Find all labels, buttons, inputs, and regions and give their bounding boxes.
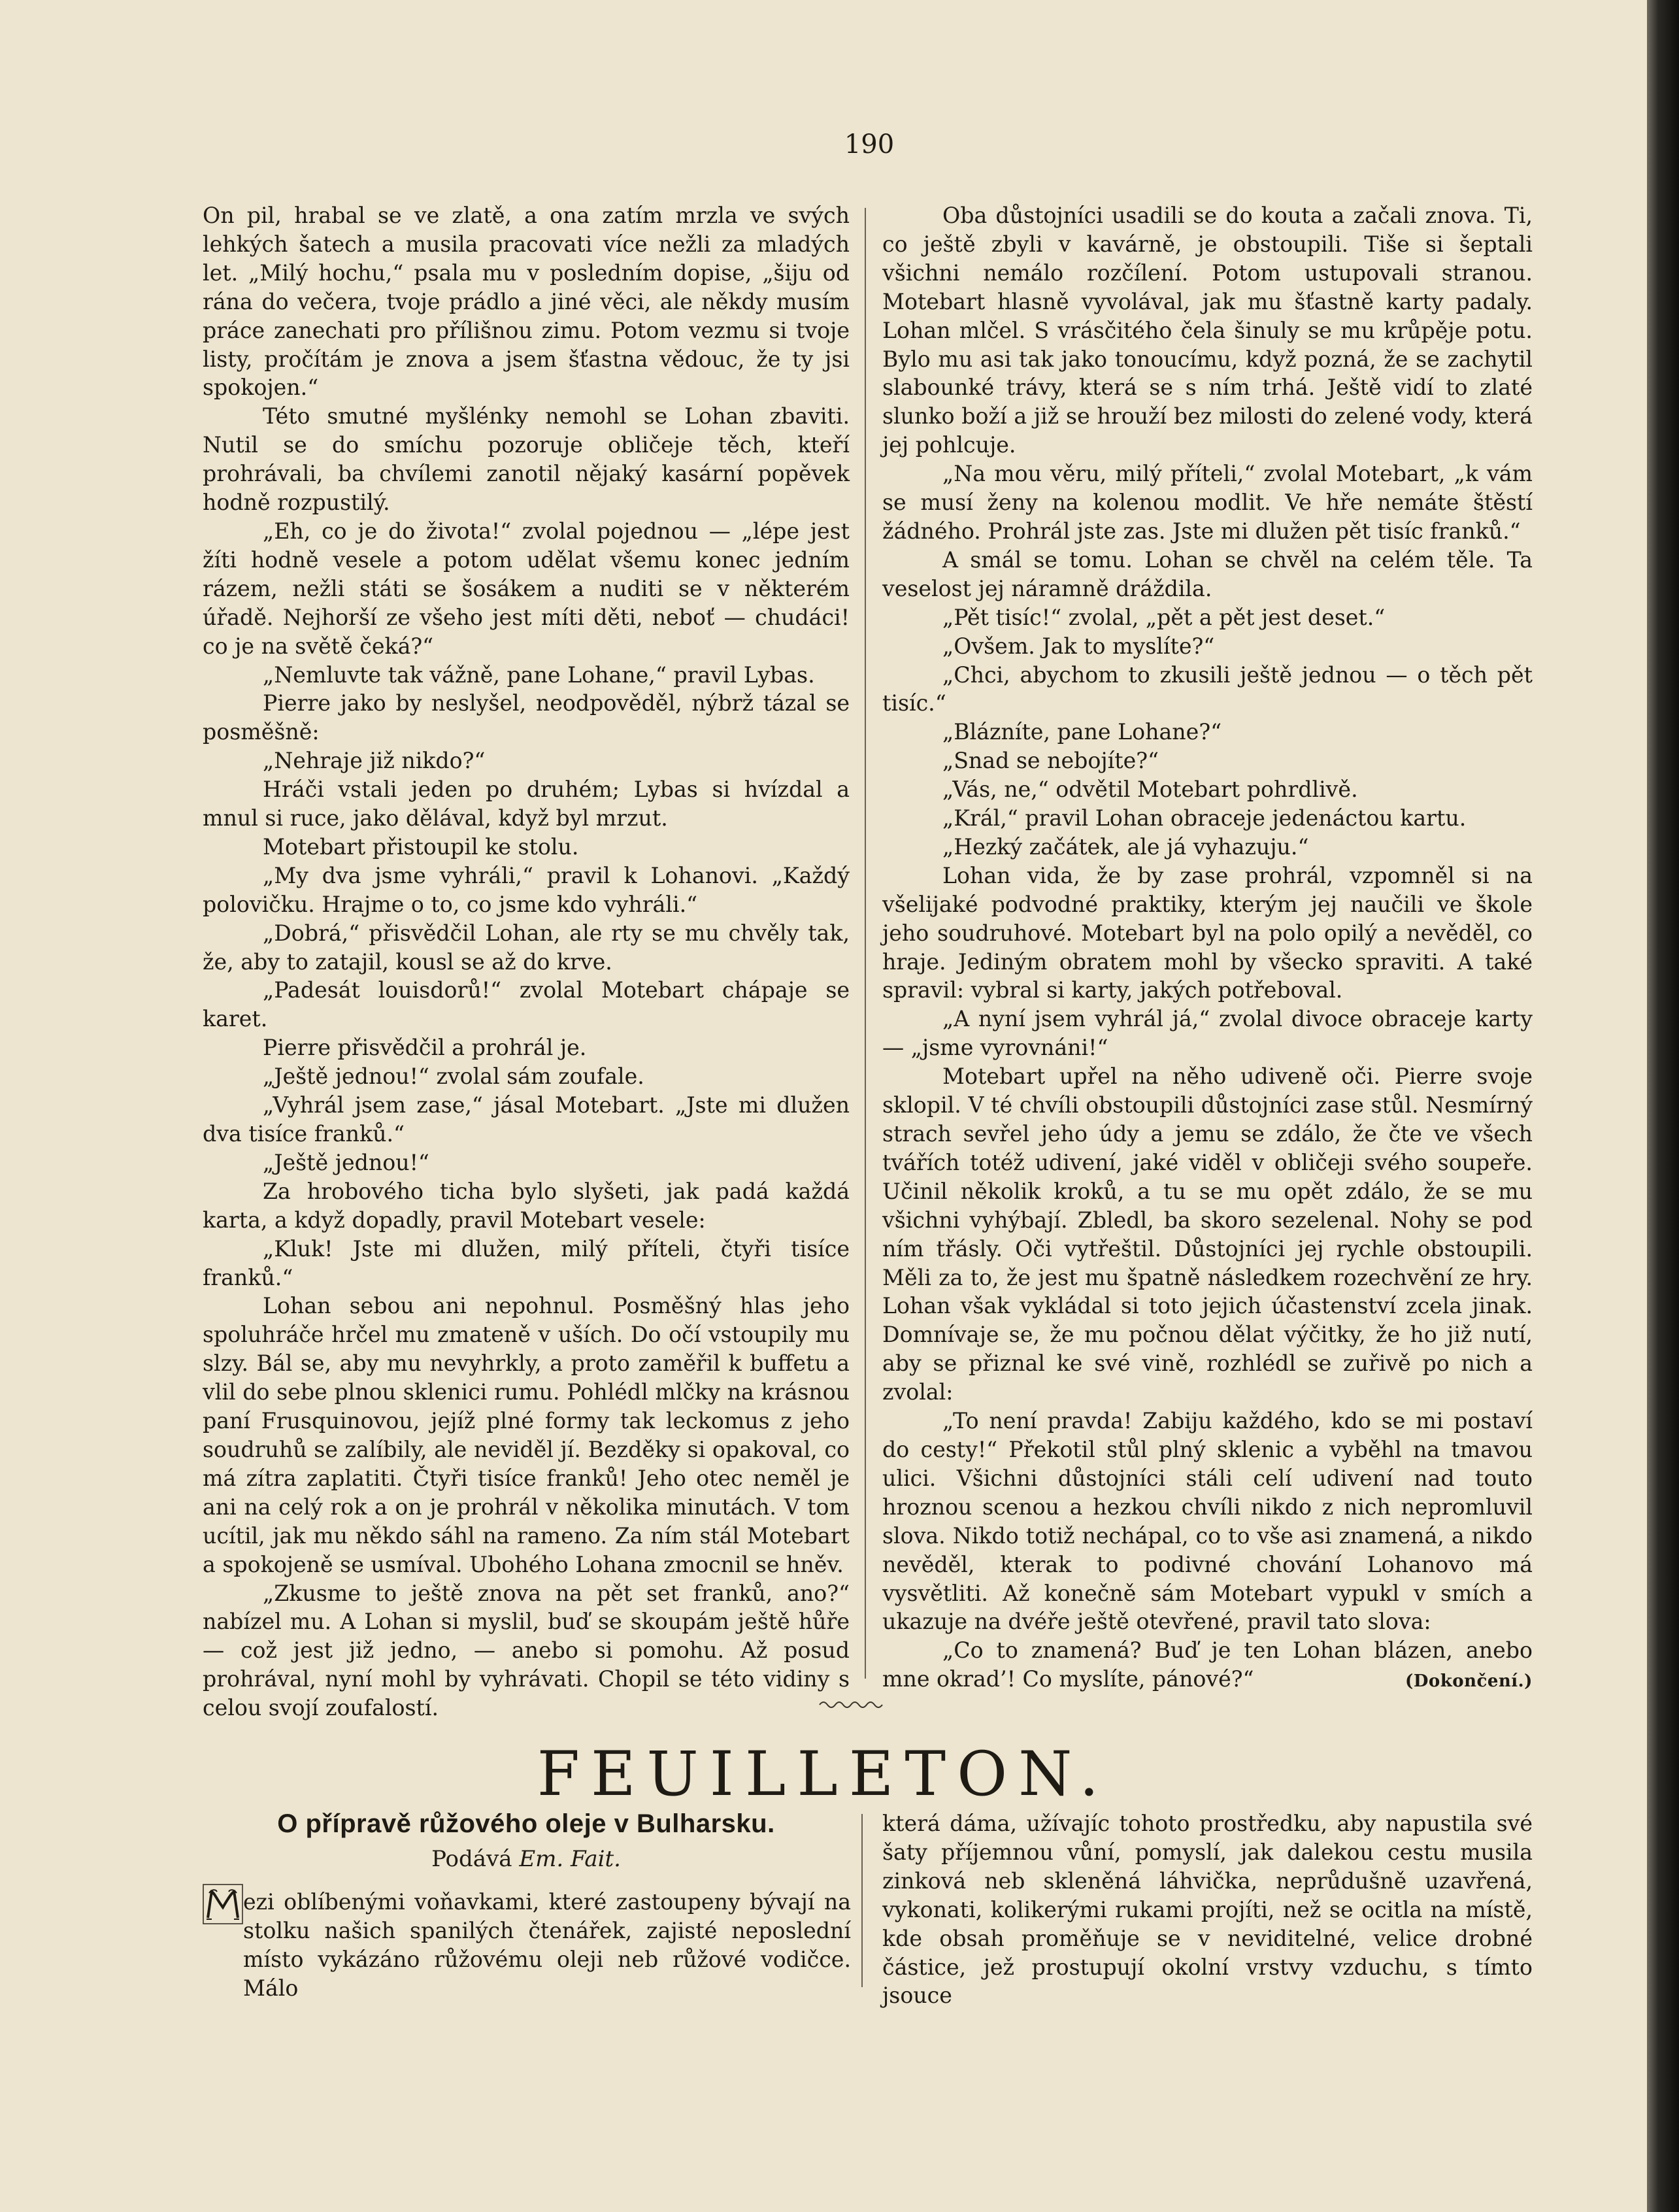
article-title: O přípravě růžového oleje v Bulharsku.	[277, 1809, 775, 1838]
feuilleton-right-column	[882, 1809, 1533, 2010]
paragraph: A smál se tomu. Lohan se chvěl na celém těle. Ta veselost jej náramně dráždila.	[882, 546, 1533, 601]
paragraph: „Pět tisíc!“ zvolal, „pět a pět jest deset.“	[942, 604, 1386, 630]
paragraph: Lohan vida, že by zase prohrál, vzpomněl si na všelijaké podvodné praktiky, kterým jej naučili ve škole jeho soudruhové. Motebart byl na polo opilý a nevěděl, co hraje. Jediným obratem mohl by všecko spraviti. A také spravil: vybral si karty, jakých potřeboval.	[882, 862, 1533, 1003]
paragraph: Pierre jako by neslyšel, neodpověděl, nýbrž tázal se posměšně:	[203, 690, 850, 745]
author-name: Em. Fait.	[519, 1846, 621, 1872]
paragraph: „Zkusme to ještě znova na pět set franků, ano?“ nabízel mu. A Lohan si myslil, buď se skoupám ještě hůře — což jest již jedno, — anebo si pomohu. Až posud prohrával, nyní mohl by vyhrávati. Chopil se této vidiny s celou svojí zoufalostí.	[203, 1580, 850, 1721]
column-rule-feuilleton	[861, 1814, 863, 1987]
final-line-text: „Co to znamená? Buď je ten Lohan blázen, anebo mne okrad’! Co myslíte, pánové?“	[882, 1637, 1533, 1692]
paragraph: „Chci, abychom to zkusili ještě jednou — o těch pět tisíc.“	[882, 662, 1533, 716]
story-left-column	[203, 201, 850, 1722]
feuilleton-left-column	[243, 1888, 851, 2003]
section-heading: FEUILLETON.	[537, 1739, 1110, 1810]
column-rule	[865, 208, 866, 1679]
paragraph: „Dobrá,“ přisvědčil Lohan, ale rty se mu chvěly tak, že, aby to zatajil, kousl se až do krve.	[203, 920, 850, 975]
paragraph: „My dva jsme vyhráli,“ pravil k Lohanovi. „Každý polovičku. Hrajme o to, co jsme kdo vyhráli.“	[203, 862, 850, 917]
paragraph: „Nemluvte tak vážně, pane Lohane,“ pravil Lybas.	[263, 662, 815, 688]
paragraph: Za hrobového ticha bylo slyšeti, jak padá každá karta, a když dopadly, pravil Motebart vesele:	[203, 1178, 850, 1233]
paragraph: „Král,“ pravil Lohan obraceje jedenáctou kartu.	[942, 805, 1467, 831]
paragraph: Motebart upřel na něho udiveně oči. Pierre svoje sklopil. V té chvíli obstoupili důstojníci zase stůl. Nesmírný strach sevřel jeho údy a jemu se zdálo, že čte ve všech tvářích totéž udivení, jaké viděl v obličeji svého soupeře. Učinil několik kroků, a tu se mu opět zdálo, že se mu všichni vyhýbají. Zbledl, ba skoro sezelenal. Nohy se pod ním třásly. Oči vytřeštil. Důstojníci jej rychle obstoupili. Měli za to, že jest mu špatně následkem rozechvění ze hry. Lohan však vykládal si toto jejich účastenství zcela jinak. Domnívaje se, že mu počnou dělat výčitky, že ho již nutí, aby se přiznal ke své vině, rozhlédl se zuřivě po nich a zvolal:	[882, 1064, 1533, 1405]
continuation-note: (Dokončení.)	[1405, 1671, 1533, 1692]
paragraph: Motebart přistoupil ke stolu.	[263, 833, 579, 860]
paragraph: „Ještě jednou!“	[263, 1149, 429, 1175]
paragraph: Hráči vstali jeden po druhém; Lybas si hvízdal a mnul si ruce, jako dělával, když byl mrzut.	[203, 777, 850, 831]
byline-prefix: Podává	[431, 1846, 512, 1872]
paragraph: „Ještě jednou!“ zvolal sám zoufale.	[263, 1064, 644, 1090]
paragraph: „Kluk! Jste mi dlužen, milý příteli, čtyři tisíce franků.“	[203, 1235, 850, 1290]
paragraph: Oba důstojníci usadili se do kouta a začali znova. Ti, co ještě zbyli v kavárně, je obstoupili. Tiše si šeptali všichni nemálo rozčílení. Potom ustupovali stranou. Motebart hlasně vyvolával, jak mu šťastně karty padaly. Lohan mlčel. S vrásčitého čela šinuly se mu krůpěje potu. Bylo mu asi tak jako tonoucímu, když pozná, že se zachytil slabounké trávy, která se s ním trhá. Ještě vidí to zlaté slunko boží a již se hrouží bez milosti do zelené vody, která jej pohlcuje.	[882, 203, 1533, 458]
paragraph: „Nehraje již nikdo?“	[263, 748, 486, 774]
paragraph: „Vás, ne,“ odvětil Motebart pohrdlivě.	[942, 777, 1358, 803]
paragraph	[882, 1636, 1533, 1694]
paragraph: „Padesát louisdorů!“ zvolal Motebart chápaje se karet.	[203, 977, 850, 1032]
paragraph: „To není pravda! Zabiju každého, kdo se mi postaví do cesty!“ Překotil stůl plný sklenic a vyběhl na tmavou ulici. Všichni důstojníci stáli celí udivení nad touto hroznou scenou a hezkou chvíli nikdo z nich nepromluvil slova. Nikdo totiž nechápal, co to vše asi znamená, a nikdo nevěděl, kterak to podivné chování Lohanovo má vysvětliti. Až konečně sám Motebart vypukl v smích a ukazuje na dvéře ještě otevřené, pravil tato slova:	[882, 1408, 1533, 1635]
wavy-divider	[818, 1698, 886, 1711]
paragraph: „Ovšem. Jak to myslíte?“	[942, 633, 1215, 659]
paragraph: „Vyhrál jsem zase,“ jásal Motebart. „Jste mi dlužen dva tisíce franků.“	[203, 1092, 850, 1147]
story-right-column	[882, 201, 1533, 1696]
paragraph: Této smutné myšlénky nemohl se Lohan zbaviti. Nutil se do smíchu pozoruje obličeje těch, kteří prohrávali, ba chvílemi zanotil nějaký kasární popěvek hodně rozpustilý.	[203, 403, 850, 516]
page-edge-shadow	[1647, 0, 1679, 2212]
paragraph: ezi oblíbenými voňavkami, které zastoupeny bývají na stolku našich spanilých čtenářek, zajisté neposlední místo vykázáno růžovému oleji neb růžové vodičce. Málo	[243, 1889, 851, 2001]
paragraph: „A nyní jsem vyhrál já,“ zvolal divoce obraceje karty — „jsme vyrovnáni!“	[882, 1006, 1533, 1061]
paragraph: „Snad se nebojíte?“	[942, 748, 1159, 774]
paragraph: která dáma, užívajíc tohoto prostředku, aby napustila své šaty příjemnou vůní, pomyslí, jak dalekou cestu musila zinková neb skleněná láhvička, neprůdušně uzavřená, vykonati, kolikerými rukami projíti, než se ocitla na místě, kde obsah proměňuje se v neviditelné, velice drobné částice, jež prostupují okolní vrstvy vzduchu, s tímto jsouce	[882, 1811, 1533, 2009]
paragraph: „Eh, co je do života!“ zvolal pojednou — „lépe jest žíti hodně vesele a potom udělat všemu konec jedním rázem, nežli státi se šosákem a nuditi se v některém úřadě. Nejhorší ze všeho jest míti děti, neboť — chudáci! co je na světě čeká?“	[203, 518, 850, 659]
paragraph: „Hezký začátek, ale já vyhazuju.“	[942, 833, 1309, 860]
article-byline	[203, 1846, 850, 1872]
paragraph: „Blázníte, pane Lohane?“	[942, 719, 1222, 745]
drop-cap-m	[203, 1884, 243, 1924]
paragraph: Lohan sebou ani nepohnul. Posměšný hlas jeho spoluhráče hrčel mu zmateně v uších. Do očí vstoupily mu slzy. Bál se, aby mu nevyhrkly, a proto zaměřil k buffetu a vlil do sebe plnou sklenici rumu. Pohlédl mlčky na krásnou paní Frusquinovou, jejíž plné formy tak leckomus z jeho soudruhů se zalíbily, ale neviděl jí. Bezděky si opakoval, co má zítra zaplatiti. Čtyři tisíce franků! Jeho otec neměl je ani na celý rok a on je prohrál v několika minutách. V tom ucítil, jak mu někdo sáhl na rameno. Za ním stál Motebart a spokojeně se usmíval. Ubohého Lohana zmocnil se hněv.	[203, 1293, 850, 1577]
page-number: 190	[844, 129, 895, 159]
paragraph: Pierre přisvědčil a prohrál je.	[263, 1035, 587, 1061]
paragraph: On pil, hrabal se ve zlatě, a ona zatím mrzla ve svých lehkých šatech a musila pracovati více nežli za mladých let. „Milý hochu,“ psala mu v posledním dopise, „šiju od rána do večera, tvoje prádlo a jiné věci, ale někdy musím práce zanechati pro přílišnou zimu. Potom vezmu si tvoje listy, pročítám je znova a jsem šťastna vědouc, že ty jsi spokojen.“	[203, 203, 850, 401]
paragraph: „Na mou věru, milý příteli,“ zvolal Motebart, „k vám se musí ženy na kolenou modlit. Ve hře nemáte štěstí žádného. Prohrál jste zas. Jste mi dlužen pět tisíc franků.“	[882, 461, 1533, 544]
